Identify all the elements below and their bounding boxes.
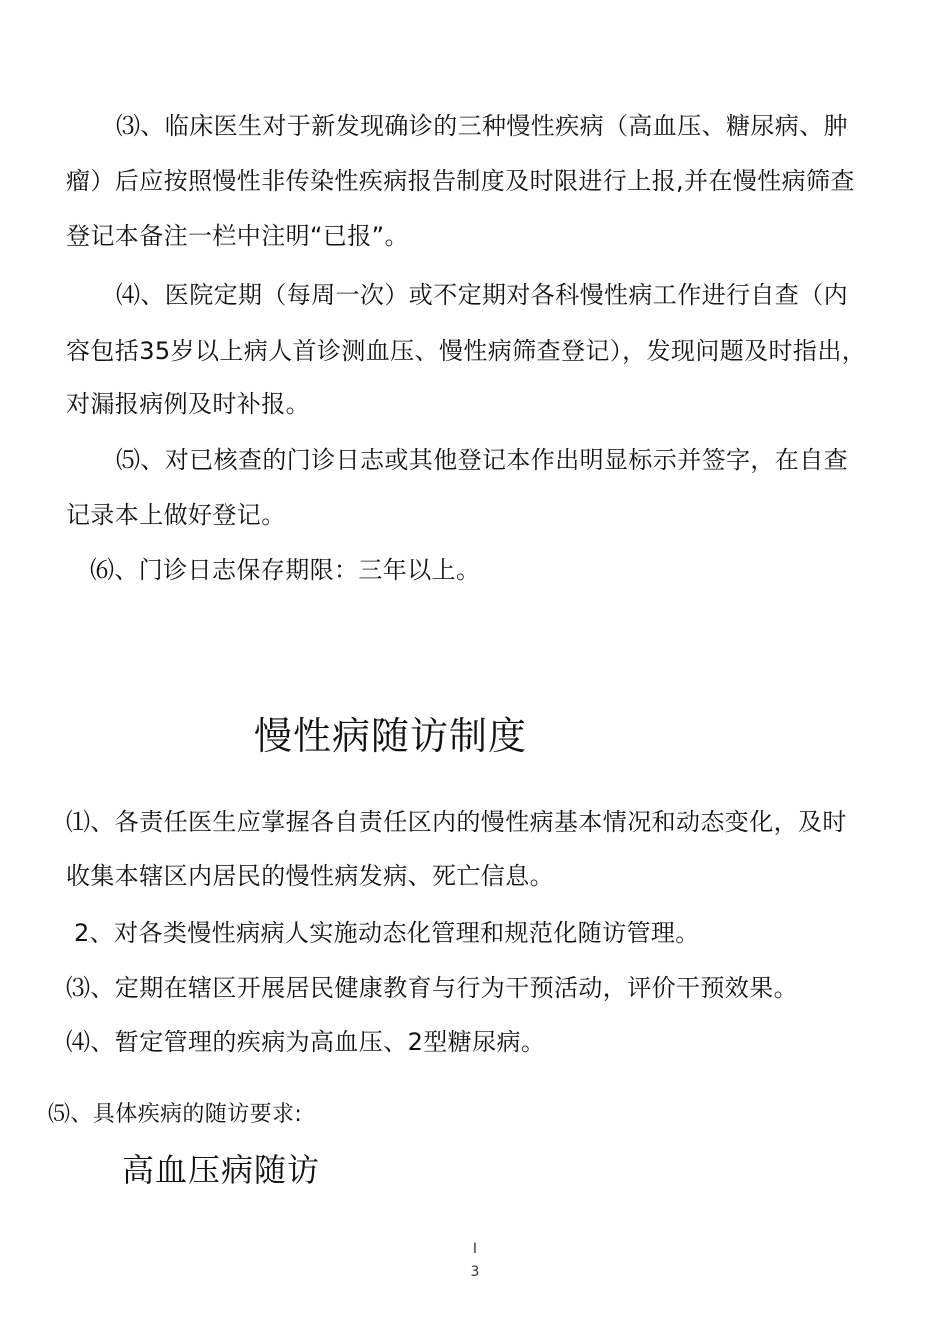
subsection-title: 高血压病随访: [122, 1151, 321, 1189]
footer-mark: I: [472, 1241, 478, 1257]
s1-p4-line3: 对漏报病例及时补报。: [66, 390, 310, 418]
s2-p3-line1: ⑶、定期在辖区开展居民健康教育与行为干预活动，评价干预效果。: [66, 974, 798, 1002]
s1-p4-line2: 容包括35岁以上病人首诊测血压、慢性病筛查登记），发现问题及时指出，: [66, 337, 867, 365]
page-number: 3: [470, 1264, 480, 1280]
section-title: 慢性病随访制度: [254, 714, 528, 758]
s2-p1-line1: ⑴、各责任医生应掌握各自责任区内的慢性病基本情况和动态变化，及时: [66, 808, 847, 836]
s1-p5-line1: ⑸、对已核查的门诊日志或其他登记本作出明显标示并签字，在自查: [116, 446, 848, 474]
s1-p6-line1: ⑹、门诊日志保存期限：三年以上。: [90, 556, 481, 584]
s1-p5-line2: 记录本上做好登记。: [66, 501, 286, 529]
s2-p2-line1: 2、对各类慢性病病人实施动态化管理和规范化随访管理。: [74, 919, 700, 947]
s2-p5-line1: ⑸、具体疾病的随访要求:: [48, 1102, 303, 1127]
s1-p3-line2: 瘤）后应按照慢性非传染性疾病报告制度及时限进行上报,并在慢性病筛查: [66, 167, 855, 195]
s1-p3-line3: 登记本备注一栏中注明“已报”。: [66, 222, 409, 250]
s2-p4-line1: ⑷、暂定管理的疾病为高血压、2型糖尿病。: [66, 1028, 546, 1056]
s2-p1-line2: 收集本辖区内居民的慢性病发病、死亡信息。: [66, 862, 554, 890]
s1-p3-line1: ⑶、临床医生对于新发现确诊的三种慢性疾病（高血压、糖尿病、肿: [116, 112, 848, 140]
s1-p4-line1: ⑷、医院定期（每周一次）或不定期对各科慢性病工作进行自查（内: [116, 281, 848, 309]
